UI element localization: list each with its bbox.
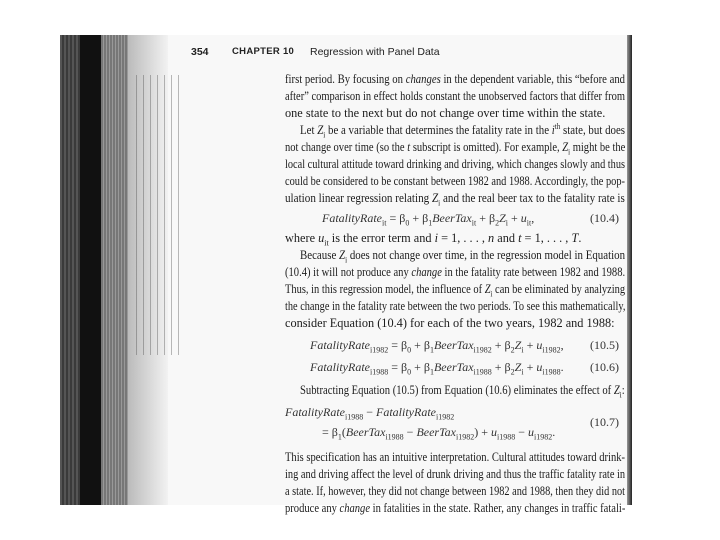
text-run: u [520,211,527,225]
scan-right-edge [627,35,632,505]
text-run: i [619,390,622,400]
text-run: ing and driving affect the level of drunk driving and thus the traffic fatality rate in [285,467,626,481]
text-run: + β [411,360,430,374]
text-line [285,106,625,120]
text-line [285,316,625,330]
text-run: it [526,218,532,228]
text-run: t [407,140,411,154]
text-run: FatalityRate [322,211,382,225]
text-run: 0 [407,345,412,355]
text-run: − [363,405,376,419]
text-line [285,265,625,279]
equation-number: (10.7) [590,415,619,429]
text-run: can be eliminated by analyzing [492,282,626,296]
text-run: i [345,255,348,265]
chapter-label: CHAPTER 10 [232,46,295,57]
text-run: change [411,265,442,279]
equation [322,211,535,228]
text-line [285,174,625,188]
text-run: BeerTax [416,425,457,439]
text-run: BeerTax [433,360,474,374]
text-run: = 1, . . . , [438,231,488,245]
text-run: + β [491,360,511,374]
text-run: i1982 [542,345,561,355]
text-run: i [521,345,524,355]
text-run: FatalityRate [310,360,370,374]
text-run: 2 [510,367,515,377]
text-run: 1 [429,367,434,377]
text-run: not change over time (so the [285,140,408,154]
text-line [285,450,625,464]
text-run: ( [341,425,346,439]
text-run: ) + [474,425,492,439]
text-run: BeerTax [433,338,474,352]
text-run: 2 [495,218,500,228]
page-number: 354 [191,46,209,58]
text-run: + [523,338,537,352]
text-run: − [515,425,529,439]
text-run: i1982 [369,345,389,355]
text-run: in fatalities in the state. Rather, any changes in traffic fatali- [370,501,626,515]
text-run: Z [431,191,439,205]
text-run: 1 [337,432,342,442]
text-run: i1988 [497,432,516,442]
text-run: it [324,238,329,248]
text-run: FatalityRate [310,338,370,352]
text-run: does not change over time, in the regression model in Equation [347,248,626,262]
text-line [285,72,625,86]
text-run: and [494,231,519,245]
text-run: , [531,211,535,225]
chapter-title: Regression with Panel Data [310,46,440,58]
text-run: + [523,360,537,374]
text-run: first period. By focusing on [285,72,406,86]
text-run: 1 [428,218,433,228]
text-run: i1988 [385,432,404,442]
text-run: BeerTax [345,425,386,439]
text-line [285,191,625,208]
text-run: in the fatality rate between 1982 and 1988. [441,265,626,279]
text-line [285,89,625,103]
text-run: ulation linear regression relating [285,191,432,205]
text-run: i1982 [534,432,553,442]
text-run: 2 [510,345,515,355]
text-run: = β [388,338,408,352]
text-run: 0 [405,218,410,228]
text-run: i1988 [542,367,561,377]
text-run: 1 [429,345,434,355]
text-run: + β [409,211,429,225]
text-run: where [285,231,319,245]
scan-edge-shadow [101,35,128,505]
text-run: could be considered to be constant between 1982 and 1988. Accordingly, the pop- [285,174,626,188]
equation-number: (10.4) [590,211,619,225]
text-run: Thus, in this regression model, the influence of [285,282,485,296]
text-run: after” comparison in effect holds constant the unobserved factors that differ from [285,89,625,103]
text-run: Z [317,123,324,137]
text-run: changes [405,72,441,86]
text-run: FatalityRate [285,405,345,419]
text-run: it [471,218,477,228]
text-line [300,248,626,265]
text-run: u [491,425,498,439]
text-run: Z [484,282,491,296]
text-run: BeerTax [432,211,472,225]
text-run: 0 [407,367,412,377]
text-run: i [521,367,524,377]
text-run: Z [499,211,506,225]
text-run: might be the [570,140,626,154]
text-run: Z [339,248,346,262]
text-run: t [518,231,522,245]
text-run: i1988 [369,367,389,377]
text-run: = β [386,211,406,225]
text-run: − [403,425,417,439]
text-run: , [560,338,564,352]
text-run: FatalityRate [376,405,436,419]
text-run: i1988 [344,412,364,422]
text-run: consider Equation (10.4) for each of the two years, 1982 and 1988: [285,316,615,330]
text-line [285,484,625,498]
text-run: u [536,338,543,352]
text-line [285,501,625,515]
text-run: u [318,231,325,245]
equation-continuation [322,425,556,442]
text-run: (10.4) it will not produce any [285,265,412,279]
text-run: Z [613,383,620,397]
text-run: i1982 [435,412,455,422]
text-line [285,157,625,171]
text-run: i1982 [473,345,492,355]
equation [310,360,564,377]
text-run: i [490,289,493,299]
text-run: Let [300,123,318,137]
scan-edge-shadow [80,35,101,505]
text-run: Because [300,248,340,262]
text-run: u [536,360,543,374]
scan-edge-shadow [60,35,80,505]
text-run: . [552,425,556,439]
text-run: one state to the next but do not change over time within the state. [285,106,606,120]
text-run: in the dependent variable, this “before and [440,72,626,86]
text-run: i1982 [456,432,475,442]
text-run: Z [514,338,522,352]
text-run: n [488,231,495,245]
text-run: + β [411,338,430,352]
text-run: + β [476,211,496,225]
text-run: This specification has an intuitive interpretation. Cultural attitudes toward drink- [285,450,625,464]
equation-number: (10.6) [590,360,619,374]
text-run: i [438,198,441,208]
text-run: and the real beer tax to the fatality rate is [440,191,625,205]
text-run: i [505,218,508,228]
text-run: i [434,231,439,245]
text-run: i [551,123,555,137]
equation [310,338,564,355]
text-run: local cultural attitude toward drinking and driving, which changes slowly and thus [285,157,626,171]
text-run: subscript is omitted). For example, [410,140,563,154]
text-run: + β [491,338,511,352]
text-run: : [621,383,625,397]
text-run: u [528,425,535,439]
text-run: Z [514,360,522,374]
text-run: i [568,147,571,157]
text-line [285,231,625,248]
text-run: = β [388,360,408,374]
text-run: state, but does [560,123,626,137]
text-run: = 1, . . . , [521,231,572,245]
text-run: be a variable that determines the fatality rate in the [325,123,552,137]
text-line [285,140,626,157]
scan-artifact-lines [130,75,185,355]
text-run: it [381,218,387,228]
text-line [285,299,625,313]
text-run: the change in the fatality rate between the two periods. To see this mathematically, [285,299,626,313]
text-run: a state. If, however, they did not change between 1982 and 1988, then they did not [285,484,625,498]
text-line [285,467,625,481]
scanned-page [60,35,632,515]
text-run: Subtracting Equation (10.5) from Equation (10.6) eliminates the effect of [300,383,614,397]
equation [285,405,455,422]
text-run: i1988 [473,367,492,377]
text-run: produce any [285,501,340,515]
text-run: . [578,231,582,245]
equation-number: (10.5) [590,338,619,352]
text-run: i [323,130,326,140]
text-run: T [571,231,579,245]
text-run: is the error term and [328,231,435,245]
text-line [285,282,626,299]
text-run: change [339,501,371,515]
text-line [300,121,626,140]
text-run: + [508,211,521,225]
text-run: = β [322,425,338,439]
text-run: Z [562,140,569,154]
text-run: . [560,360,564,374]
text-run: th [554,121,561,131]
text-line [300,383,625,400]
